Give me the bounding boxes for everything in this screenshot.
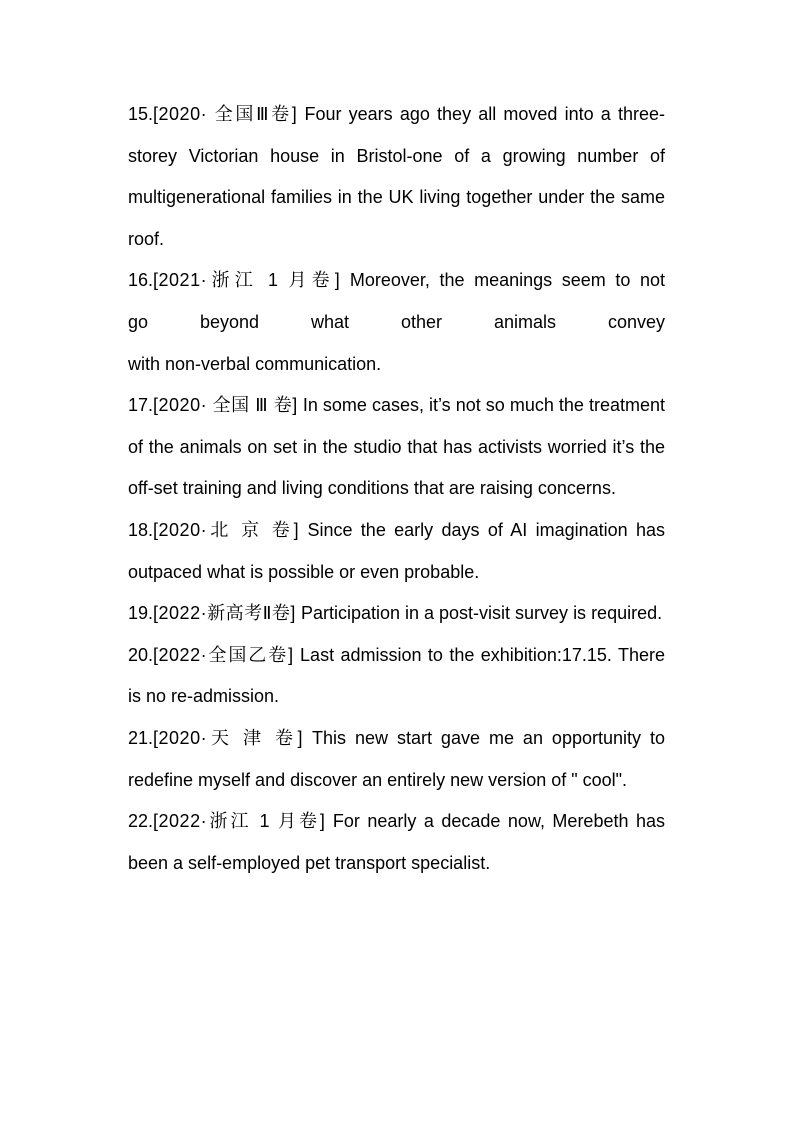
item-source: [2020· 全国Ⅲ卷] bbox=[153, 104, 298, 124]
sentence-item-21 bbox=[128, 718, 665, 801]
item-number: 19. bbox=[128, 603, 154, 624]
item-source: [2021·浙江 1 月卷] bbox=[153, 270, 341, 291]
item-number: 15. bbox=[128, 104, 154, 124]
item-source: [2022·浙江 1 月卷] bbox=[153, 811, 326, 832]
item-text: Last admission to the exhibition:17.15. There is no re-admission. bbox=[128, 644, 665, 707]
item-source: [2022·全国乙卷] bbox=[153, 644, 294, 665]
item-line-1 bbox=[128, 260, 665, 302]
item-source: [2022·新高考Ⅱ卷] bbox=[153, 603, 296, 624]
sentence-item-15 bbox=[128, 94, 665, 260]
item-number: 17. bbox=[128, 395, 154, 416]
sentence-item-20 bbox=[128, 635, 665, 718]
sentence-item-19 bbox=[128, 593, 665, 635]
item-source: [2020· 全国 Ⅲ 卷] bbox=[153, 395, 298, 416]
item-text: Since the early days of AI imagination has outpaced what is possible or even probable. bbox=[128, 519, 665, 582]
item-number: 16. bbox=[128, 270, 154, 291]
item-source: [2020·北 京 卷] bbox=[153, 519, 300, 540]
item-line-2: go beyond what other animals convey bbox=[128, 311, 665, 332]
sentence-item-22 bbox=[128, 801, 665, 884]
sentence-item-16 bbox=[128, 260, 665, 385]
item-text: Participation in a post-visit survey is required. bbox=[300, 603, 663, 624]
item-source: [2020·天 津 卷] bbox=[153, 727, 303, 748]
item-text: This new start gave me an opportunity to redefine myself and discover an entirely new version of " cool". bbox=[128, 727, 665, 790]
item-number: 22. bbox=[128, 811, 154, 832]
item-text: In some cases, it’s not so much the treatment of the animals on set in the studio that has activists worried it’s the off-set training and living conditions that are raising concerns. bbox=[128, 395, 665, 499]
item-text-line-1: Moreover, the meanings seem to not bbox=[349, 270, 665, 291]
document-page bbox=[128, 94, 665, 884]
sentence-item-17 bbox=[128, 385, 665, 510]
item-number: 20. bbox=[128, 644, 154, 665]
item-text: For nearly a decade now, Merebeth has been a self-employed pet transport specialist. bbox=[128, 811, 665, 873]
item-line-3: with non-verbal communication. bbox=[128, 353, 382, 374]
sentence-item-18 bbox=[128, 510, 665, 593]
item-number: 21. bbox=[128, 727, 154, 748]
item-number: 18. bbox=[128, 519, 154, 540]
item-text: Four years ago they all moved into a three-storey Victorian house in Bristol-one of a growing number of multigenerational families in the UK living together under the same roof. bbox=[128, 104, 665, 249]
